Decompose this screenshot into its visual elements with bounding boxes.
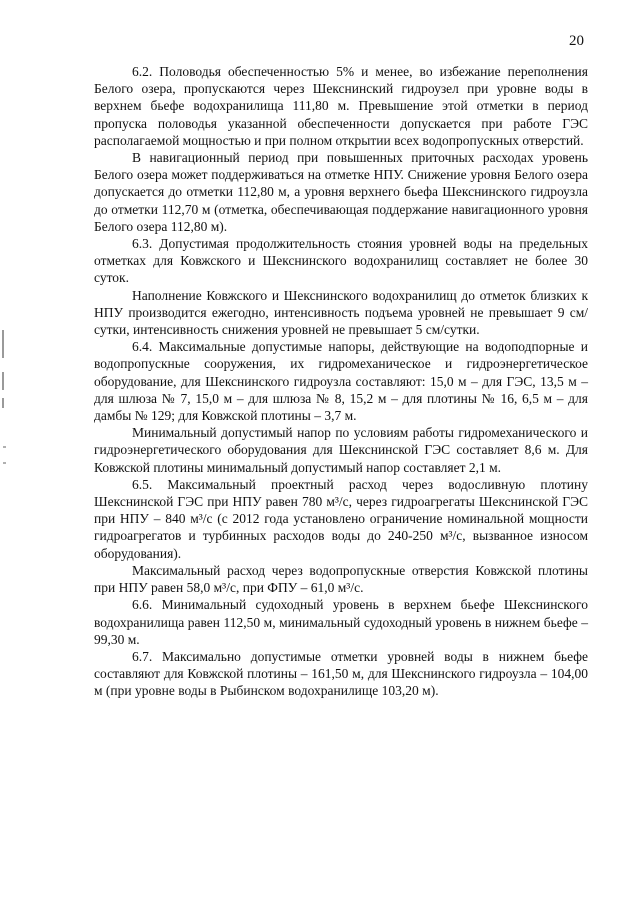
page-number: 20 [569, 33, 584, 49]
paragraph-6-3: 6.3. Допустимая продолжительность стояния уровней воды на предельных отметках для Ковжского и Шекснинского водохранилищ составляет не более 30 суток. [94, 236, 588, 286]
paragraph-6-7: 6.7. Максимально допустимые отметки уровней воды в нижнем бьефе составляют для Ковжской плотины – 161,50 м, для Шекснинского гидроузла – 104,00 м (при уровне воды в Рыбинском водохранилище 103,20 м). [94, 648, 588, 699]
document-body [94, 63, 588, 700]
paragraph-minimal-head: Минимальный допустимый напор по условиям работы гидромеханического и гидроэнергетического оборудования для Шекснинской ГЭС составляет 8,6 м. Для Ковжской плотины минимальный допустимый напор составляет 2,1 м. [94, 425, 588, 475]
paragraph-6-2: 6.2. Половодья обеспеченностью 5% и менее, во избежание переполнения Белого озера, пропускаются через Шекснинский гидроузел при уровне воды в верхнем бьефе водохранилища 111,80 м. Превышение этой отметки в период пропуска половодья указанной обеспеченности допускается при работе ГЭС располагаемой мощностью и при полном открытии всех водопропускных отверстий. [94, 64, 588, 148]
paragraph-6-5: 6.5. Максимальный проектный расход через водосливную плотину Шекснинской ГЭС при НПУ равен 780 м³/с, через гидроагрегаты Шекснинской ГЭС при НПУ – 840 м³/с (с 2012 года установлено ограничение номинальной мощности гидроагрегатов и турбинных расходов воды до 240-250 м³/с, вызванное износом оборудования). [94, 476, 588, 561]
scan-edge-mark [2, 398, 4, 408]
paragraph-6-6: 6.6. Минимальный судоходный уровень в верхнем бьефе Шекснинского водохранилища равен 112,50 м, минимальный судоходный уровень в нижнем бьефе – 99,30 м. [94, 597, 588, 647]
scan-speck [3, 446, 6, 448]
paragraph-kovzha-discharge: Максимальный расход через водопропускные отверстия Ковжской плотины при НПУ равен 58,0 м³/с, при ФПУ – 61,0 м³/с. [94, 562, 588, 596]
paragraph-6-4: 6.4. Максимальные допустимые напоры, действующие на водоподпорные и водопропускные сооружения, их гидромеханическое и гидроэнергетическое оборудование, для Шекснинского гидроузла составляют: 15,0 м – для ГЭС, 13,5 м – для шлюза № 7, 15,0 м – для шлюза № 8, 15,2 м – для плотины № 16, 6,5 м – для дамбы № 129; для Ковжской плотины – 3,7 м. [94, 339, 588, 424]
paragraph-navigation-period: В навигационный период при повышенных приточных расходах уровень Белого озера может поддерживаться на отметке НПУ. Снижение уровня Белого озера допускается до отметки 112,80 м, а уровня верхнего бьефа Шекснинского гидроузла до отметки 112,70 м (отметка, обеспечивающая поддержание навигационного уровня Белого озера 112,80 м). [94, 150, 588, 234]
scan-edge-mark [2, 330, 4, 358]
scan-edge-mark [2, 372, 4, 390]
paragraph-filling: Наполнение Ковжского и Шекснинского водохранилищ до отметок близких к НПУ производится ежегодно, интенсивность подъема уровней не превышает 9 см/сутки, интенсивность снижения уровней не превышает 5 см/сутки. [94, 287, 588, 338]
scan-speck [3, 462, 6, 464]
